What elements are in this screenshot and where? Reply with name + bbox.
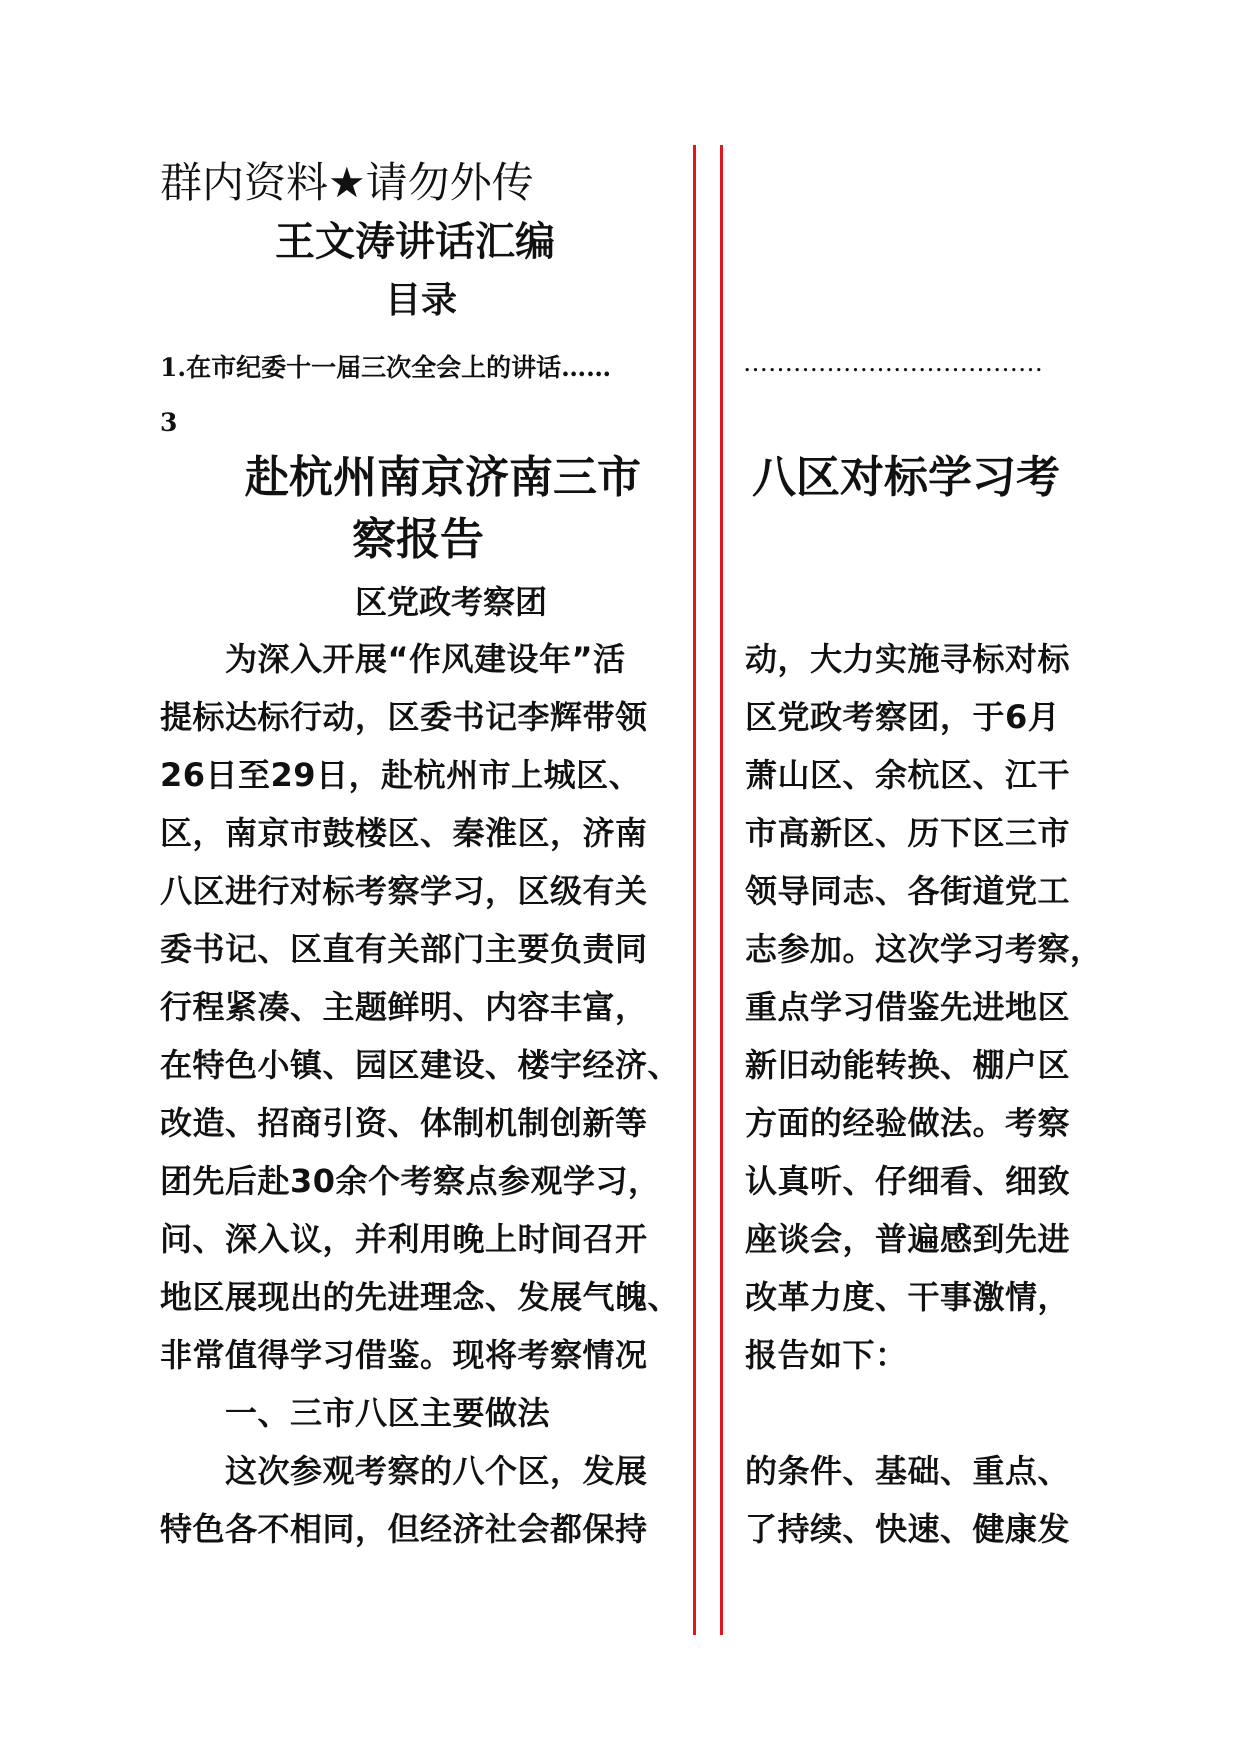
body-right-line: 方面的经验做法。考察 — [745, 1104, 1071, 1142]
confidential-notice: 群内资料★请勿外传 — [160, 158, 534, 207]
body-left-line: 行程紧凑、主题鲜明、内容丰富， — [160, 988, 648, 1026]
body-left-line: 地区展现出的先进理念、发展气魄、 — [160, 1278, 681, 1316]
body-right-line: 新旧动能转换、棚户区 — [745, 1046, 1071, 1084]
article-subtitle: 区党政考察团 — [355, 583, 548, 621]
body-right-line: 志参加。这次学习考察， — [745, 930, 1103, 968]
toc-entry[interactable]: 1.在市纪委十一届三次全会上的讲话…… — [160, 353, 612, 382]
body-right-line: 认真听、仔细看、细致 — [745, 1162, 1071, 1200]
column-divider-right — [720, 145, 723, 1635]
body-left-line: 这次参观考察的八个区，发展 — [160, 1452, 648, 1490]
body-right-line: 重点学习借鉴先进地区 — [745, 988, 1071, 1026]
body-right-line: 领导同志、各街道党工 — [745, 872, 1071, 910]
body-left-line: 提标达标行动，区委书记李辉带领 — [160, 698, 648, 736]
body-left-line: 为深入开展“作风建设年”活 — [160, 640, 626, 678]
body-left-line: 26日至29日，赴杭州市上城区、 — [160, 756, 642, 794]
body-right-line: 市高新区、历下区三市 — [745, 814, 1071, 852]
body-left-line: 一、三市八区主要做法 — [160, 1394, 551, 1432]
body-left-line: 区，南京市鼓楼区、秦淮区，济南 — [160, 814, 648, 852]
body-left-line: 改造、招商引资、体制机制创新等 — [160, 1104, 648, 1142]
toc-entry-page[interactable]: 3 — [160, 408, 178, 437]
body-right-line: 的条件、基础、重点、 — [745, 1452, 1071, 1490]
body-left-line: 团先后赴30余个考察点参观学习， — [160, 1162, 661, 1200]
body-left-line: 非常值得学习借鉴。现将考察情况 — [160, 1336, 648, 1374]
body-right-line: 了持续、快速、健康发 — [745, 1510, 1071, 1548]
toc-heading: 目录 — [385, 280, 458, 321]
body-right-line: 报告如下： — [745, 1336, 908, 1374]
body-left-line: 委书记、区直有关部门主要负责同 — [160, 930, 648, 968]
article-title-left: 赴杭州南京济南三市 — [245, 452, 641, 503]
body-right-line: 改革力度、干事激情， — [745, 1278, 1071, 1316]
body-left-line: 特色各不相同，但经济社会都保持 — [160, 1510, 648, 1548]
body-left-line: 八区进行对标考察学习，区级有关 — [160, 872, 648, 910]
body-left-line: 在特色小镇、园区建设、楼宇经济、 — [160, 1046, 681, 1084]
body-right-line: 萧山区、余杭区、江干 — [745, 756, 1071, 794]
toc-entry-dots: ……………………………… — [743, 348, 1043, 377]
article-title-right: 八区对标学习考 — [752, 452, 1060, 503]
document-title: 王文涛讲话汇编 — [275, 219, 555, 265]
body-right-line: 座谈会，普遍感到先进 — [745, 1220, 1071, 1258]
body-right-line: 区党政考察团，于6月 — [745, 698, 1061, 736]
body-right-line: 动，大力实施寻标对标 — [745, 640, 1071, 678]
article-title-line2: 察报告 — [352, 514, 484, 565]
column-divider-left — [693, 145, 696, 1635]
body-left-line: 问、深入议，并利用晚上时间召开 — [160, 1220, 648, 1258]
